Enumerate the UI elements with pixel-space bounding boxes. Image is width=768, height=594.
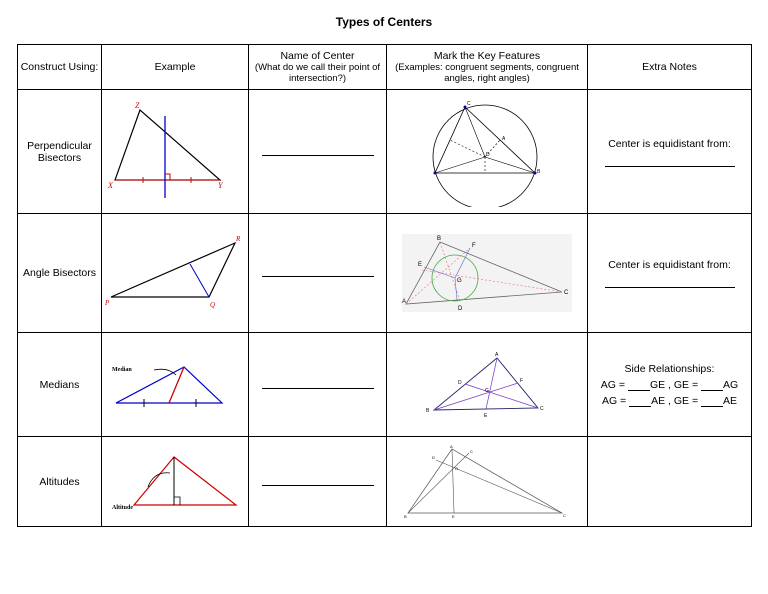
features-cell <box>387 214 588 333</box>
perpendicular-bisector-example <box>105 100 245 204</box>
svg-text:F: F <box>520 377 524 384</box>
svg-text:C: C <box>467 100 471 107</box>
header-features: Mark the Key Features (Examples: congruent segments, congruent angles, right angles) <box>387 45 588 90</box>
svg-text:C: C <box>564 290 569 296</box>
orthocenter-figure <box>402 445 572 519</box>
svg-text:Median: Median <box>112 366 132 373</box>
notes-answer-line[interactable] <box>605 277 735 288</box>
row-angle-bisectors <box>18 214 752 333</box>
svg-text:A: A <box>402 299 407 305</box>
construct-cell: Perpendicular Bisectors <box>18 90 102 214</box>
header-example: Example <box>102 45 249 90</box>
centroid-figure <box>422 350 552 420</box>
svg-text:D: D <box>458 379 462 386</box>
notes-cell: Center is equidistant from: <box>588 214 752 333</box>
example-cell <box>102 90 249 214</box>
header-construct: Construct Using: <box>18 45 102 90</box>
median-example <box>110 361 240 409</box>
centers-table <box>17 44 752 527</box>
svg-text:E: E <box>452 513 455 519</box>
header-row <box>18 45 752 90</box>
name-cell[interactable] <box>249 90 387 214</box>
svg-text:B: B <box>437 236 442 242</box>
svg-text:X: X <box>108 180 113 190</box>
features-cell <box>387 437 588 527</box>
svg-text:C: C <box>540 405 544 412</box>
header-name: Name of Center (What do we call their point of intersection?) <box>249 45 387 90</box>
row-perpendicular-bisectors <box>18 90 752 214</box>
svg-text:A: A <box>502 135 506 142</box>
name-answer-line[interactable] <box>262 378 374 389</box>
notes-cell <box>588 437 752 527</box>
svg-text:Altitude: Altitude <box>112 504 133 511</box>
svg-text:Y: Y <box>218 180 223 190</box>
altitude-example <box>110 453 240 511</box>
notes-cell: Center is equidistant from: <box>588 90 752 214</box>
page-title: Types of Centers <box>335 15 433 29</box>
svg-text:B: B <box>426 407 430 414</box>
svg-text:D: D <box>432 454 435 460</box>
svg-text:O: O <box>455 465 459 471</box>
blank-1[interactable] <box>628 380 650 391</box>
notes-answer-line[interactable] <box>605 156 735 167</box>
name-cell[interactable] <box>249 333 387 437</box>
svg-text:Q: Q <box>210 301 216 309</box>
svg-text:G: G <box>485 387 489 394</box>
svg-text:D: D <box>486 151 490 158</box>
row-altitudes <box>18 437 752 527</box>
svg-text:A: A <box>450 444 453 449</box>
svg-text:B: B <box>537 168 541 175</box>
features-cell <box>387 333 588 437</box>
circumcenter-figure <box>427 97 547 207</box>
svg-text:F: F <box>472 243 476 249</box>
notes-cell: Side Relationships: AG = GE , GE = AG AG = AE , GE = AE <box>588 333 752 437</box>
name-cell[interactable] <box>249 214 387 333</box>
name-answer-line[interactable] <box>262 266 374 277</box>
name-answer-line[interactable] <box>262 145 374 156</box>
angle-bisector-example <box>105 233 245 313</box>
svg-text:Z: Z <box>135 100 140 110</box>
ag-ge-line: AG = GE , GE = AG <box>600 378 739 391</box>
svg-text:P: P <box>105 299 110 307</box>
blank-3[interactable] <box>629 396 651 407</box>
svg-text:C: C <box>563 512 566 518</box>
ag-ae-line: AG = AE , GE = AE <box>601 394 738 407</box>
name-cell[interactable] <box>249 437 387 527</box>
svg-text:B: B <box>404 513 407 519</box>
example-cell <box>102 214 249 333</box>
example-cell <box>102 333 249 437</box>
svg-text:R: R <box>236 235 241 243</box>
construct-cell: Medians <box>18 333 102 437</box>
construct-cell: Angle Bisectors <box>18 214 102 333</box>
blank-2[interactable] <box>701 380 723 391</box>
svg-text:A: A <box>495 351 499 358</box>
incenter-figure <box>402 234 572 312</box>
blank-4[interactable] <box>701 396 723 407</box>
header-notes: Extra Notes <box>588 45 752 90</box>
svg-text:E: E <box>418 262 423 268</box>
row-medians <box>18 333 752 437</box>
svg-text:G: G <box>457 278 462 284</box>
svg-text:E: E <box>484 412 488 419</box>
example-cell <box>102 437 249 527</box>
svg-text:C: C <box>470 448 473 454</box>
name-answer-line[interactable] <box>262 475 374 486</box>
construct-cell: Altitudes <box>18 437 102 527</box>
features-cell <box>387 90 588 214</box>
svg-text:D: D <box>458 306 463 312</box>
